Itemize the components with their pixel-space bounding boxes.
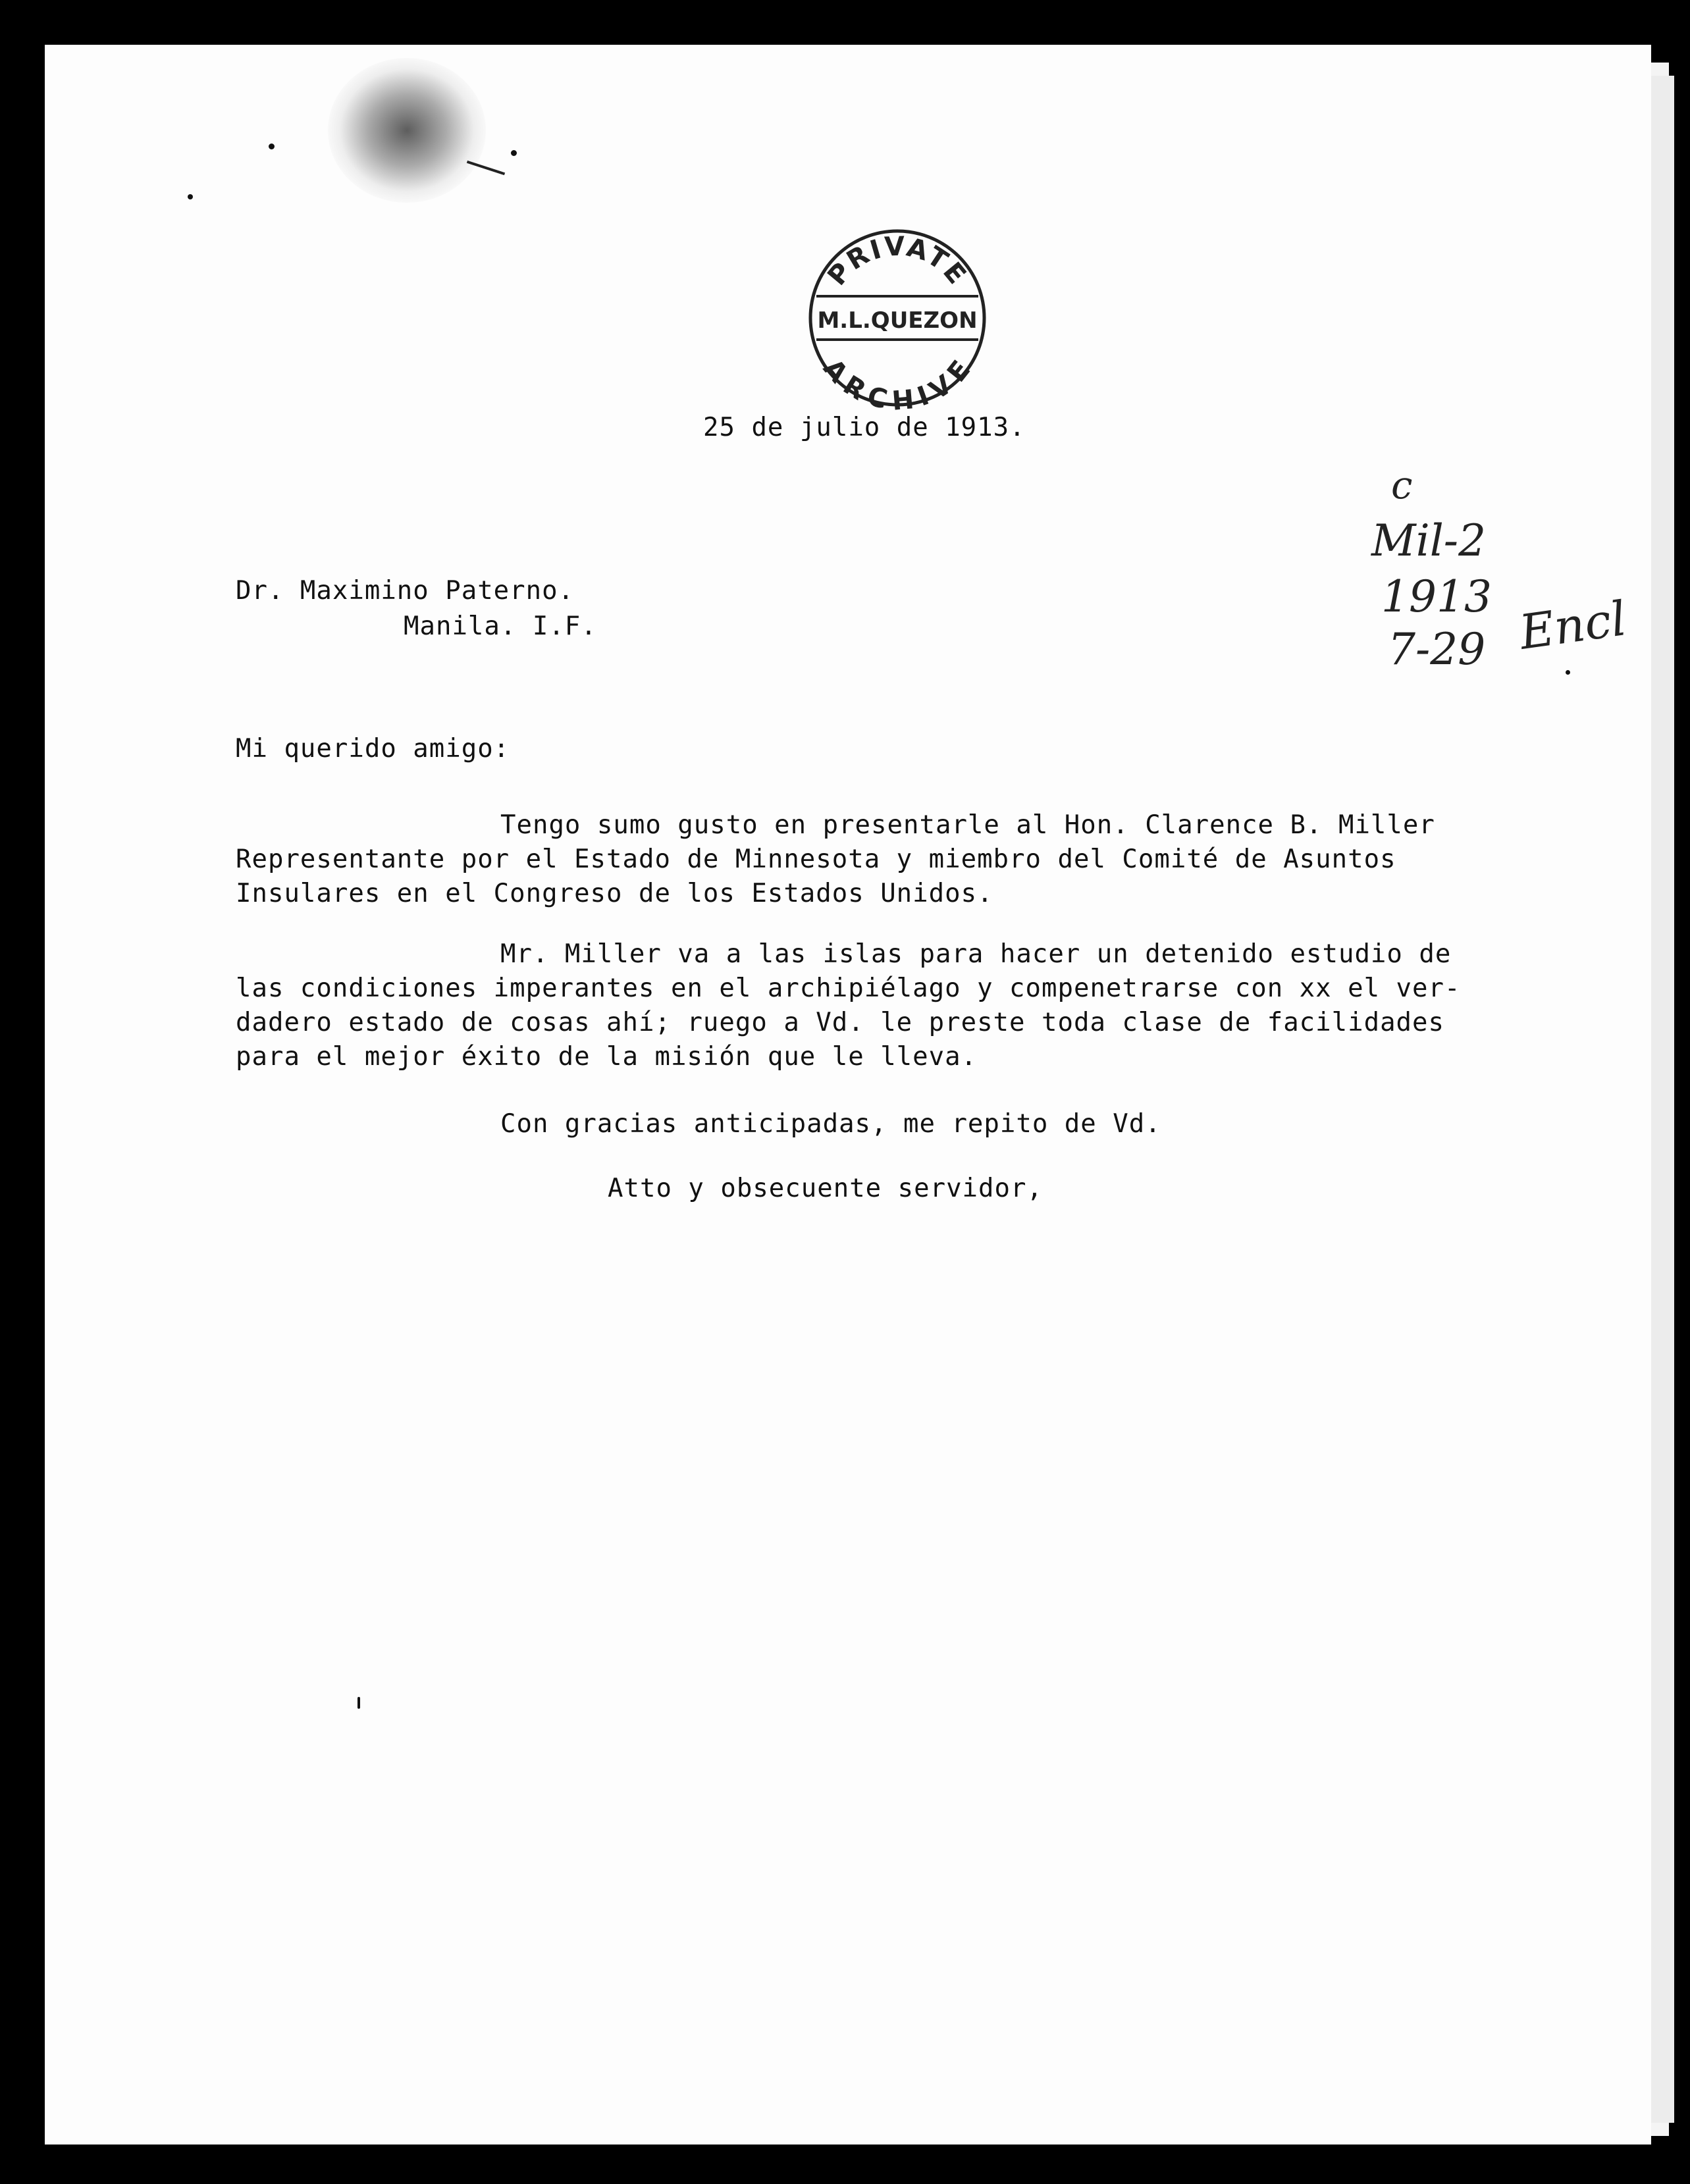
paragraph-1-line: Insulares en el Congreso de los Estados Unidos.: [236, 879, 993, 908]
stamp-middle-text: M.L.QUEZON: [817, 307, 978, 334]
letter-date: 25 de julio de 1913.: [703, 413, 1026, 442]
letter-sheet: [45, 45, 1651, 2145]
recipient-location: Manila. I.F.: [404, 611, 597, 641]
stamp-bottom-text: ARCHIVE: [817, 353, 978, 413]
paragraph-2-line: dadero estado de cosas ahí; ruego a Vd. le preste toda clase de facilidades: [236, 1008, 1444, 1037]
paragraph-1-line: Representante por el Estado de Minnesota y miembro del Comité de Asuntos: [236, 845, 1396, 874]
paragraph-1-line: Tengo sumo gusto en presentarle al Hon. Clarence B. Miller: [500, 810, 1435, 840]
ink-smudge: [328, 58, 486, 203]
stamp-top-text: PRIVATE: [822, 231, 973, 292]
paragraph-2-line: Mr. Miller va a las islas para hacer un detenido estudio de: [500, 939, 1452, 969]
speck: [188, 194, 193, 199]
speck: [357, 1697, 360, 1709]
paragraph-2-line: para el mejor éxito de la misión que le lleva.: [236, 1042, 978, 1072]
annotation-line-4: 7-29: [1388, 624, 1486, 675]
paragraph-2-line: las condiciones imperantes en el archipiélago y compenetrarse con xx el ver-: [236, 974, 1461, 1003]
annotation-line-3: 1913: [1381, 571, 1492, 622]
closing-line: Con gracias anticipadas, me repito de Vd.: [500, 1109, 1161, 1139]
speck: [1566, 670, 1570, 675]
closing-signoff: Atto y obsecuente servidor,: [608, 1174, 1043, 1203]
speck: [269, 143, 275, 149]
annotation-line-5: Encl: [1516, 590, 1630, 660]
back-sheet-edge-2: [1649, 76, 1674, 2123]
annotation-line-2: Mil-2: [1371, 515, 1487, 566]
stamp-graphic: [802, 222, 993, 413]
archive-stamp: [802, 222, 993, 413]
recipient-name: Dr. Maximino Paterno.: [236, 576, 575, 606]
salutation: Mi querido amigo:: [236, 734, 510, 764]
speck: [511, 150, 517, 156]
annotation-line-1: c: [1391, 463, 1413, 507]
